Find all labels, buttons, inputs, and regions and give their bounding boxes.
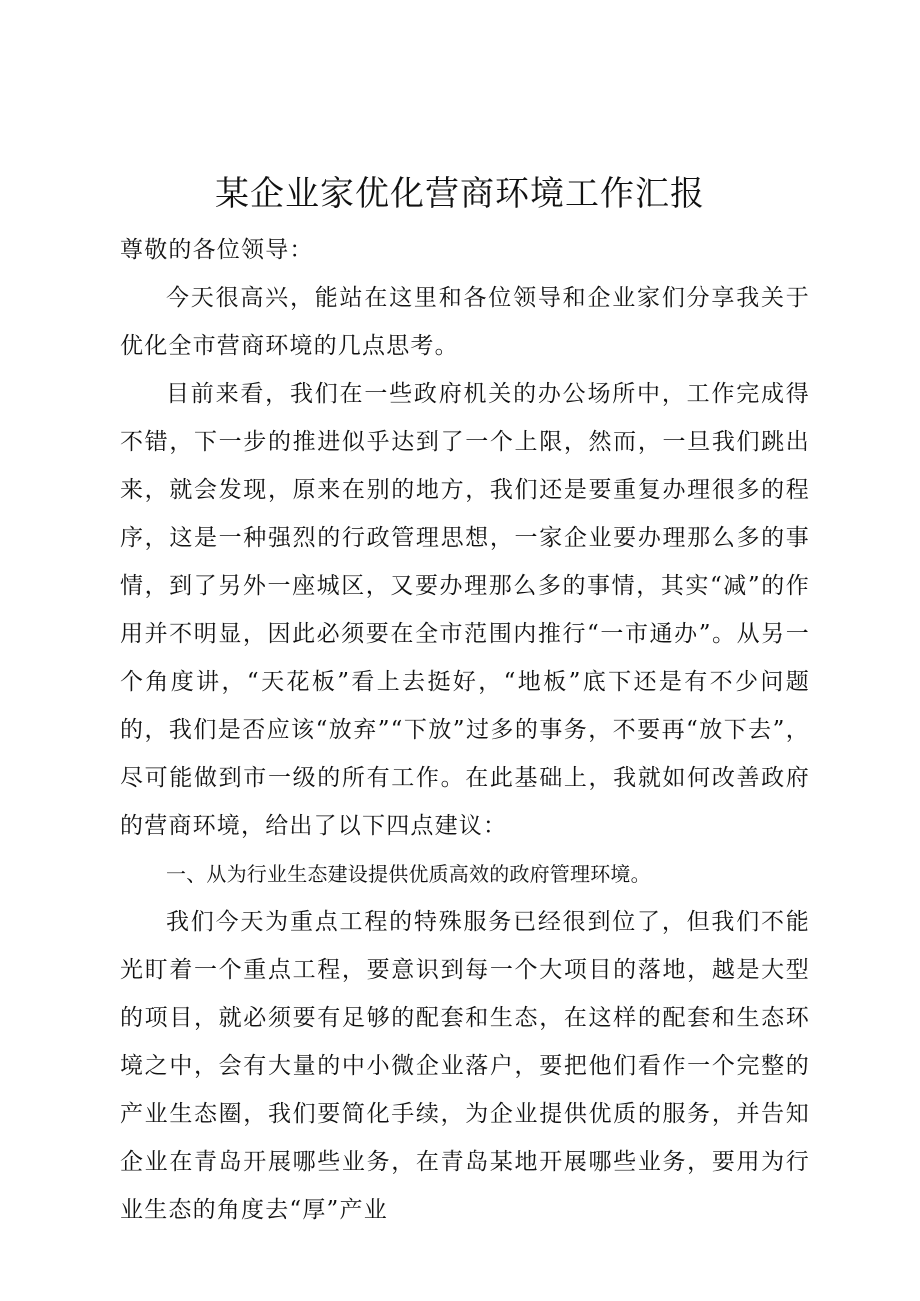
- salutation: 尊敬的各位领导：: [120, 237, 314, 263]
- section-paragraph: 我们今天为重点工程的特殊服务已经很到位了，但我们不能光盯着一个重点工程，要意识到每一个大项目的落地，越是大型的项目，就必须要有足够的配套和生态，在这样的配套和生态环境之中，会有大量的中小微企业落户，要把他们看作一个完整的产业生态圈，我们要简化手续，为企业提供优质的服务，并告知企业在青岛开展哪些业务，在青岛某地开展哪些业务，要用为行业生态的角度去“厚”产业: [120, 909, 810, 1223]
- paragraph-current-situation: 目前来看，我们在一些政府机关的办公场所中，工作完成得不错，下一步的推进似乎达到了一个上限，然而，一旦我们跳出来，就会发现，原来在别的地方，我们还是要重复办理很多的程序，这是一种强烈的行政管理思想，一家企业要办理那么多的事情，到了另外一座城区，又要办理那么多的事情，其实“减”的作用并不明显，因此必须要在全市范围内推行“一市通办”。从另一个角度讲，“天花板”看上去挺好，“地板”底下还是有不少问题的，我们是否应该“放弃”“下放”过多的事务，不要再“放下去”，尽可能做到市一级的所有工作。在此基础上，我就如何改善政府的营商环境，给出了以下四点建议：: [120, 381, 810, 839]
- section-heading: 一、从为行业生态建设提供优质高效的政府管理环境。: [166, 862, 651, 886]
- document-body: [120, 226, 810, 1234]
- paragraph-intro: 今天很高兴，能站在这里和各位领导和企业家们分享我关于优化全市营商环境的几点思考。: [120, 285, 810, 359]
- document-title: 某企业家优化营商环境工作汇报: [215, 174, 705, 214]
